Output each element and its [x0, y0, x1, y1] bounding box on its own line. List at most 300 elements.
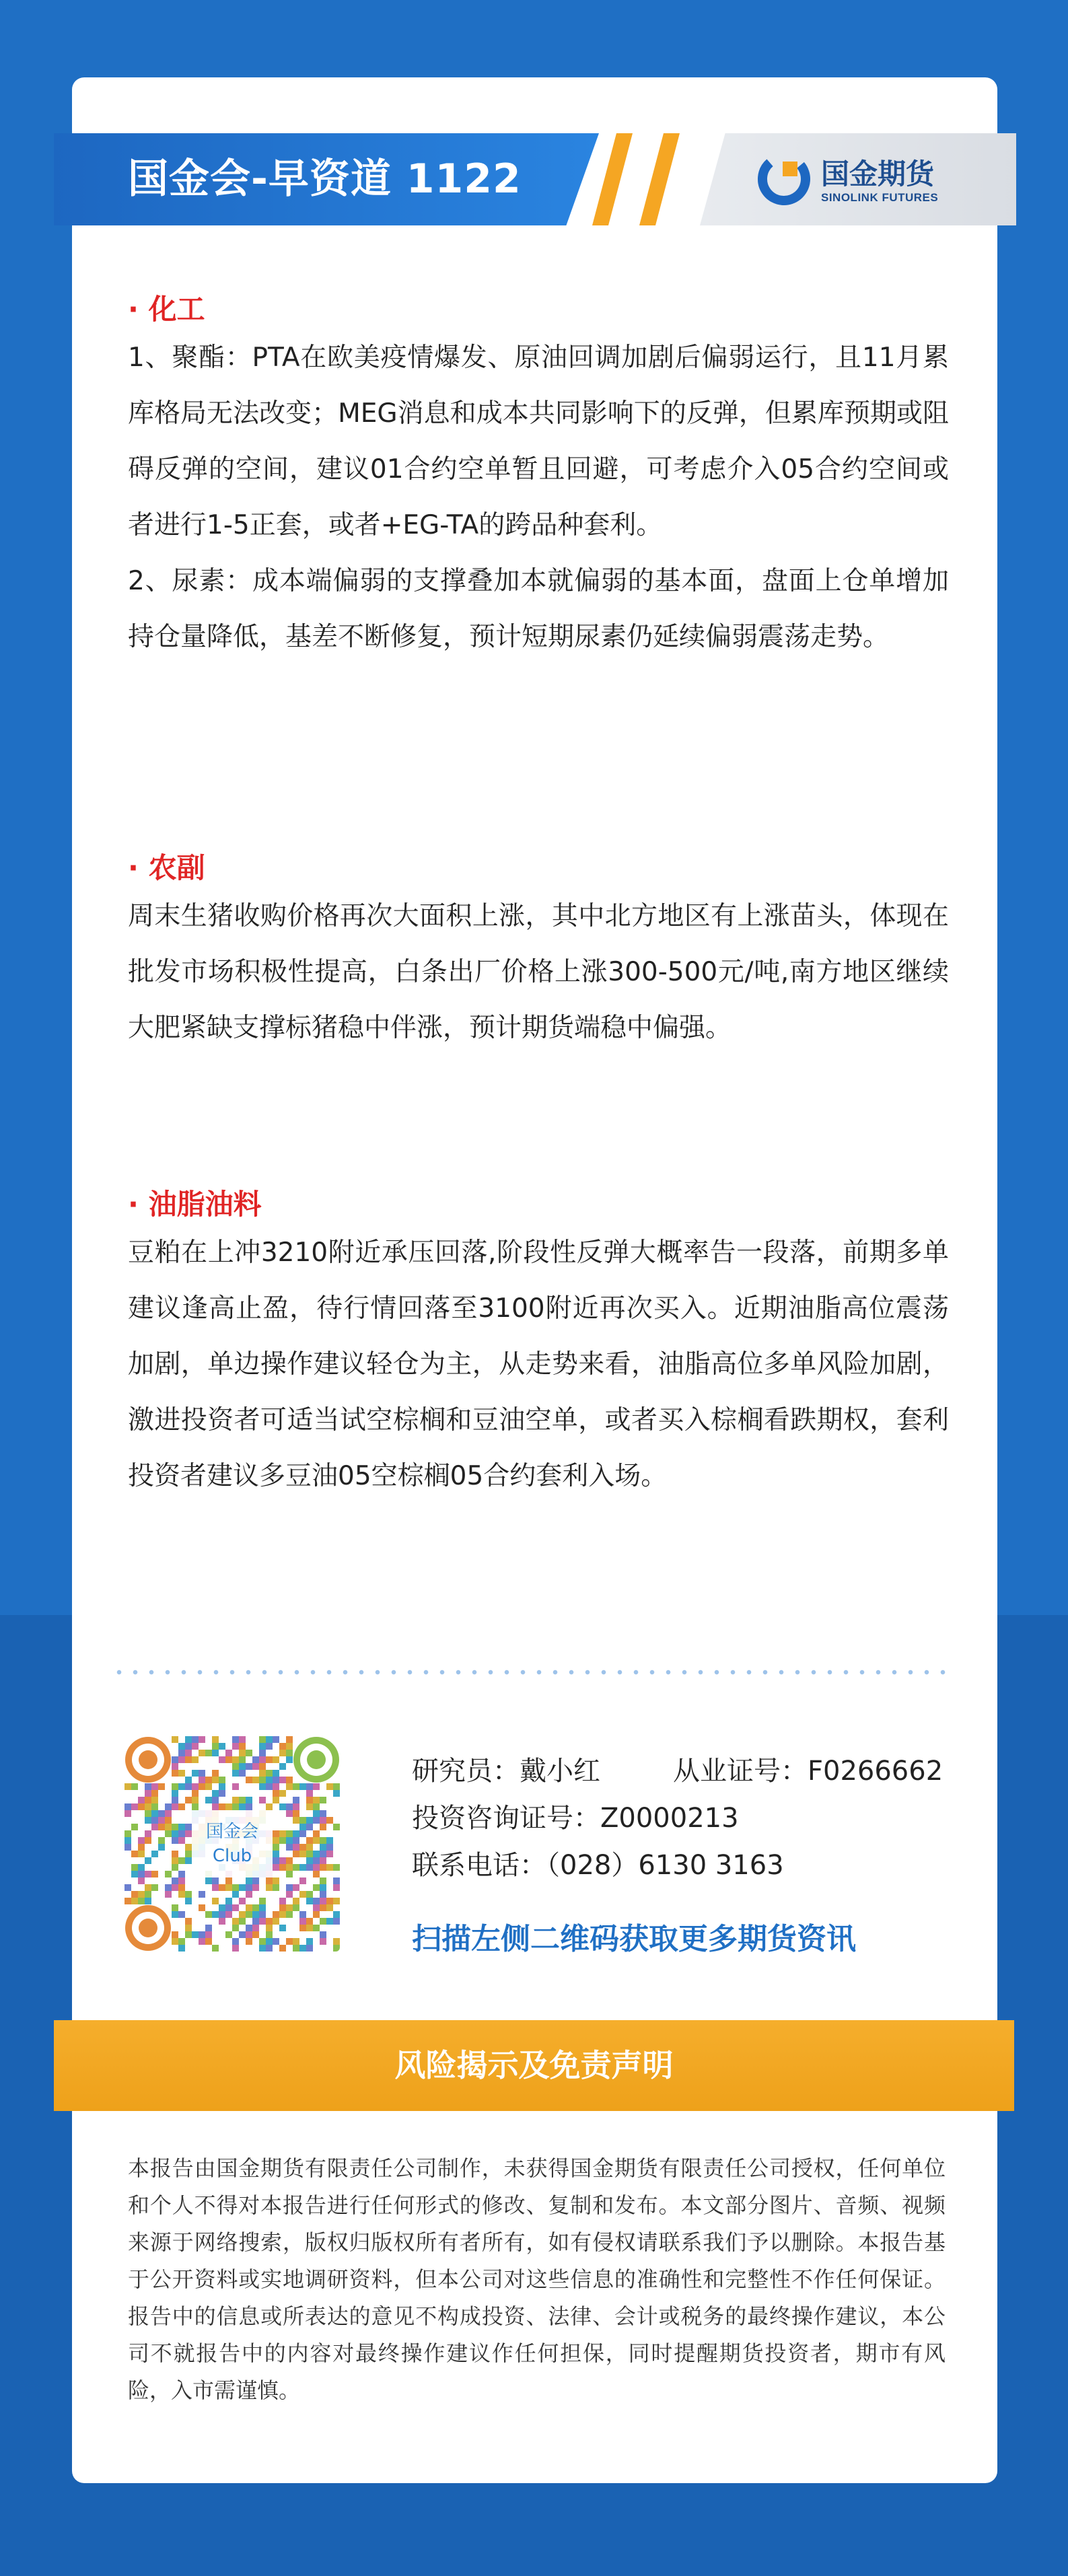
qr-module [246, 1777, 252, 1783]
qr-module [299, 1844, 306, 1851]
qr-module [252, 1911, 259, 1918]
contact-phone: 联系电话：（028）6130 3163 [412, 1850, 784, 1881]
qr-module [145, 1837, 151, 1844]
qr-center-label [192, 1810, 273, 1877]
qr-module [138, 1891, 145, 1898]
qr-module [306, 1824, 313, 1830]
qr-module [172, 1783, 178, 1790]
qr-module [246, 1750, 252, 1756]
qr-module [333, 1783, 340, 1790]
qr-module [151, 1803, 158, 1810]
qr-module [259, 1945, 266, 1952]
qr-module [273, 1884, 279, 1891]
qr-module [205, 1797, 212, 1803]
qr-module [158, 1783, 165, 1790]
qr-module [225, 1931, 232, 1938]
qr-module [306, 1891, 313, 1898]
sinolink-logo-icon [757, 152, 811, 206]
qr-module [165, 1824, 172, 1830]
qr-module [185, 1777, 192, 1783]
qr-module [313, 1837, 320, 1844]
qr-module [165, 1830, 172, 1837]
qr-module [158, 1817, 165, 1824]
qr-module [273, 1756, 279, 1763]
qr-module [320, 1931, 326, 1938]
qr-module [124, 1830, 131, 1837]
qr-module [185, 1851, 192, 1857]
dotted-divider [111, 1669, 952, 1676]
qr-module [151, 1851, 158, 1857]
qr-module [145, 1857, 151, 1864]
qr-finder-pattern [139, 1919, 157, 1937]
qr-module [320, 1817, 326, 1824]
qr-module [138, 1864, 145, 1871]
qr-module [320, 1851, 326, 1857]
qr-module [172, 1864, 178, 1871]
qr-module [266, 1770, 273, 1777]
qr-module [252, 1904, 259, 1911]
qr-module [172, 1884, 178, 1891]
qr-module [199, 1736, 205, 1743]
qr-module [273, 1918, 279, 1925]
qr-module [185, 1898, 192, 1904]
qr-module [313, 1803, 320, 1810]
qr-module [326, 1837, 333, 1844]
qr-module [273, 1837, 279, 1844]
qr-module [279, 1925, 286, 1931]
qr-module [326, 1918, 333, 1925]
qr-module [273, 1736, 279, 1743]
qr-module [279, 1945, 286, 1952]
qr-module [293, 1803, 299, 1810]
qr-module [252, 1918, 259, 1925]
qr-module [172, 1837, 178, 1844]
qr-module [252, 1884, 259, 1891]
qr-module [232, 1938, 239, 1945]
qr-module [151, 1824, 158, 1830]
qr-module [266, 1803, 273, 1810]
qr-module [299, 1851, 306, 1857]
qr-module [185, 1756, 192, 1763]
qr-module [326, 1844, 333, 1851]
qr-module [199, 1770, 205, 1777]
qr-module [279, 1857, 286, 1864]
qr-module [266, 1743, 273, 1750]
qr-module [266, 1931, 273, 1938]
qr-module [273, 1783, 279, 1790]
qr-module [172, 1911, 178, 1918]
qr-module [178, 1857, 185, 1864]
qr-module [273, 1777, 279, 1783]
qr-module [299, 1925, 306, 1931]
qr-module [252, 1777, 259, 1783]
qr-module [192, 1743, 199, 1750]
logo-english-name: SINOLINK FUTURES [821, 191, 939, 204]
qr-module [273, 1797, 279, 1803]
qr-module [306, 1803, 313, 1810]
qr-module [293, 1783, 299, 1790]
qr-module [232, 1797, 239, 1803]
qr-module [313, 1783, 320, 1790]
qr-module [225, 1898, 232, 1904]
qr-module [185, 1750, 192, 1756]
qr-module [286, 1830, 293, 1837]
qr-module [286, 1871, 293, 1877]
qr-module [158, 1844, 165, 1851]
qr-module [172, 1851, 178, 1857]
qr-module [232, 1925, 239, 1931]
qr-module [172, 1830, 178, 1837]
section-heading: · 油脂油料 [128, 1188, 262, 1221]
qr-module [306, 1918, 313, 1925]
qr-module [293, 1945, 299, 1952]
qr-module [178, 1756, 185, 1763]
qr-module [212, 1736, 219, 1743]
qr-module [252, 1925, 259, 1931]
qr-module [212, 1743, 219, 1750]
qr-module [151, 1790, 158, 1797]
qr-module [259, 1736, 266, 1743]
qr-module [259, 1763, 266, 1770]
qr-module [246, 1904, 252, 1911]
section-oils-oilseeds [128, 1184, 949, 1504]
qr-module [259, 1898, 266, 1904]
qr-module [151, 1884, 158, 1891]
qr-module [212, 1803, 219, 1810]
qr-module [313, 1864, 320, 1871]
qr-module [320, 1904, 326, 1911]
qr-module [158, 1810, 165, 1817]
qr-module [131, 1871, 138, 1877]
qr-module [192, 1931, 199, 1938]
qr-module [320, 1864, 326, 1871]
qr-module [313, 1810, 320, 1817]
qr-module [306, 1851, 313, 1857]
risk-disclosure-banner: 风险揭示及免责声明 [54, 2020, 1014, 2111]
qr-module [219, 1790, 225, 1797]
qr-module [185, 1918, 192, 1925]
qr-module [178, 1938, 185, 1945]
qr-module [178, 1837, 185, 1844]
qr-module [172, 1770, 178, 1777]
qr-module [320, 1884, 326, 1891]
qr-module [232, 1904, 239, 1911]
qr-module [151, 1871, 158, 1877]
qr-module [124, 1803, 131, 1810]
qr-module [165, 1817, 172, 1824]
qr-module [320, 1857, 326, 1864]
qr-module [158, 1837, 165, 1844]
qr-module [199, 1931, 205, 1938]
qr-module [131, 1864, 138, 1871]
qr-module [293, 1864, 299, 1871]
qr-module [286, 1750, 293, 1756]
qr-module [259, 1750, 266, 1756]
qr-module [246, 1797, 252, 1803]
qr-module [212, 1898, 219, 1904]
qr-module [124, 1810, 131, 1817]
qr-module [259, 1783, 266, 1790]
header-stripe [639, 133, 680, 225]
qr-module [333, 1864, 340, 1871]
qr-module [131, 1851, 138, 1857]
researcher-name: 研究员：戴小红 [412, 1756, 600, 1787]
qr-module [306, 1797, 313, 1803]
qr-module [212, 1877, 219, 1884]
qr-module [205, 1911, 212, 1918]
qr-module [178, 1945, 185, 1952]
qr-module [286, 1904, 293, 1911]
qr-module [185, 1783, 192, 1790]
qr-module [313, 1904, 320, 1911]
qr-module [306, 1857, 313, 1864]
qr-module [293, 1898, 299, 1904]
qr-module [185, 1925, 192, 1931]
qr-module [212, 1797, 219, 1803]
qr-module [293, 1837, 299, 1844]
qr-module [299, 1918, 306, 1925]
qr-module [219, 1756, 225, 1763]
qr-module [239, 1743, 246, 1750]
qr-module [279, 1803, 286, 1810]
qr-module [286, 1756, 293, 1763]
qr-module [178, 1891, 185, 1898]
qr-module [259, 1938, 266, 1945]
qr-module [158, 1824, 165, 1830]
qr-finder-pattern [139, 1750, 157, 1769]
qr-module [205, 1783, 212, 1790]
qr-module [138, 1803, 145, 1810]
qr-module [178, 1750, 185, 1756]
qr-module [178, 1803, 185, 1810]
qr-module [225, 1803, 232, 1810]
qr-module [145, 1830, 151, 1837]
license-number: 从业证号：F0266662 [673, 1756, 944, 1787]
qr-module [286, 1803, 293, 1810]
qr-module [286, 1736, 293, 1743]
qr-module [239, 1797, 246, 1803]
qr-module [333, 1824, 340, 1830]
qr-module [286, 1743, 293, 1750]
qr-module [266, 1783, 273, 1790]
qr-module [212, 1911, 219, 1918]
qr-module [273, 1938, 279, 1945]
qr-module [165, 1884, 172, 1891]
qr-finder-pattern [307, 1750, 326, 1769]
qr-module [293, 1844, 299, 1851]
qr-module [259, 1770, 266, 1777]
qr-module [293, 1830, 299, 1837]
qr-module [178, 1911, 185, 1918]
qr-module [212, 1777, 219, 1783]
qr-module [326, 1783, 333, 1790]
qr-module [172, 1763, 178, 1770]
qr-module [232, 1891, 239, 1898]
qr-module [246, 1891, 252, 1898]
qr-module [199, 1938, 205, 1945]
qr-module [239, 1884, 246, 1891]
qr-module [165, 1810, 172, 1817]
qr-module [266, 1918, 273, 1925]
qr-module [131, 1898, 138, 1904]
qr-module [286, 1891, 293, 1898]
qr-module [239, 1918, 246, 1925]
qr-module [185, 1857, 192, 1864]
qr-module [313, 1830, 320, 1837]
qr-module [252, 1763, 259, 1770]
disclaimer-text: 本报告由国金期货有限责任公司制作，未获得国金期货有限责任公司授权，任何单位和个人不得对本报告进行任何形式的修改、复制和发布。本文部分图片、音频、视频来源于网络搜索，版权归版权所有者所有，如有侵权请联系我们予以删除。本报告基于公开资料或实地调研资料，但本公司对这些信息的准确性和完整性不作任何保证。报告中的信息或所表达的意见不构成投资、法律、会计或税务的最终操作建议，本公司不就报告中的内容对最终操作建议作任何担保，同时提醒期货投资者，期市有风险，入市需谨慎。 [128, 2155, 946, 2403]
advisory-number: 投资咨询证号：Z0000213 [412, 1803, 739, 1834]
qr-module [246, 1763, 252, 1770]
qr-module [239, 1763, 246, 1770]
qr-module [232, 1756, 239, 1763]
qr-module [279, 1864, 286, 1871]
qr-module [333, 1918, 340, 1925]
qr-module [232, 1884, 239, 1891]
qr-module [266, 1884, 273, 1891]
qr-code[interactable] [124, 1736, 340, 1952]
qr-module [259, 1911, 266, 1918]
qr-module [306, 1945, 313, 1952]
qr-module [279, 1911, 286, 1918]
qr-module [333, 1790, 340, 1797]
qr-module [279, 1743, 286, 1750]
qr-module [172, 1803, 178, 1810]
qr-module [266, 1938, 273, 1945]
qr-module [320, 1824, 326, 1830]
qr-module [306, 1837, 313, 1844]
qr-module [212, 1770, 219, 1777]
qr-module [138, 1851, 145, 1857]
qr-module [326, 1851, 333, 1857]
qr-module [232, 1770, 239, 1777]
qr-module [138, 1898, 145, 1904]
qr-module [299, 1911, 306, 1918]
qr-module [320, 1898, 326, 1904]
qr-module [145, 1803, 151, 1810]
qr-module [320, 1938, 326, 1945]
qr-module [259, 1918, 266, 1925]
qr-module [219, 1904, 225, 1911]
qr-module [192, 1803, 199, 1810]
qr-module [239, 1770, 246, 1777]
qr-module [333, 1877, 340, 1884]
qr-module [279, 1904, 286, 1911]
qr-module [279, 1777, 286, 1783]
section-agricultural [128, 848, 949, 1056]
qr-module [320, 1891, 326, 1898]
qr-module [279, 1790, 286, 1797]
qr-module [299, 1817, 306, 1824]
qr-module [286, 1911, 293, 1918]
qr-module [192, 1797, 199, 1803]
qr-module [273, 1877, 279, 1884]
qr-module [320, 1837, 326, 1844]
qr-module [266, 1925, 273, 1931]
qr-module [273, 1830, 279, 1837]
qr-module [138, 1837, 145, 1844]
qr-module [205, 1938, 212, 1945]
qr-module [246, 1803, 252, 1810]
qr-module [205, 1877, 212, 1884]
qr-module [165, 1871, 172, 1877]
qr-module [286, 1864, 293, 1871]
qr-module [225, 1884, 232, 1891]
qr-module [286, 1837, 293, 1844]
qr-module [232, 1783, 239, 1790]
qr-module [145, 1898, 151, 1904]
qr-module [151, 1810, 158, 1817]
logo-chinese-name: 国金期货 [821, 157, 935, 190]
qr-module [313, 1851, 320, 1857]
qr-module [279, 1837, 286, 1844]
qr-module [192, 1790, 199, 1797]
qr-module [205, 1777, 212, 1783]
qr-module [306, 1864, 313, 1871]
qr-module [199, 1891, 205, 1898]
qr-module [266, 1877, 273, 1884]
qr-module [252, 1931, 259, 1938]
qr-module [266, 1945, 273, 1952]
qr-module [286, 1844, 293, 1851]
qr-module [273, 1770, 279, 1777]
qr-module [219, 1911, 225, 1918]
qr-module [293, 1938, 299, 1945]
section-heading: · 化工 [128, 293, 205, 326]
qr-module [124, 1898, 131, 1904]
qr-module [151, 1783, 158, 1790]
qr-module [192, 1756, 199, 1763]
qr-module [232, 1945, 239, 1952]
qr-module [185, 1931, 192, 1938]
qr-module [306, 1938, 313, 1945]
qr-module [333, 1884, 340, 1891]
qr-module [279, 1830, 286, 1837]
section-chemicals [128, 289, 949, 665]
qr-module [232, 1918, 239, 1925]
qr-module [199, 1750, 205, 1756]
qr-module [259, 1743, 266, 1750]
qr-module [246, 1931, 252, 1938]
qr-module [225, 1756, 232, 1763]
qr-module [124, 1884, 131, 1891]
qr-module [252, 1877, 259, 1884]
qr-module [259, 1777, 266, 1783]
qr-module [178, 1877, 185, 1884]
qr-module [219, 1783, 225, 1790]
qr-module [246, 1925, 252, 1931]
qr-module [239, 1756, 246, 1763]
qr-module [313, 1871, 320, 1877]
header-banner [54, 133, 1016, 225]
qr-module [199, 1777, 205, 1783]
qr-module [232, 1803, 239, 1810]
qr-module [279, 1763, 286, 1770]
qr-module [259, 1797, 266, 1803]
qr-module [239, 1898, 246, 1904]
qr-module [313, 1925, 320, 1931]
qr-module [293, 1884, 299, 1891]
qr-module [293, 1851, 299, 1857]
qr-module [273, 1864, 279, 1871]
qr-module [313, 1817, 320, 1824]
qr-module [212, 1790, 219, 1797]
qr-module [326, 1898, 333, 1904]
qr-module [239, 1750, 246, 1756]
qr-module [185, 1824, 192, 1830]
qr-module [313, 1857, 320, 1864]
qr-module [313, 1884, 320, 1891]
